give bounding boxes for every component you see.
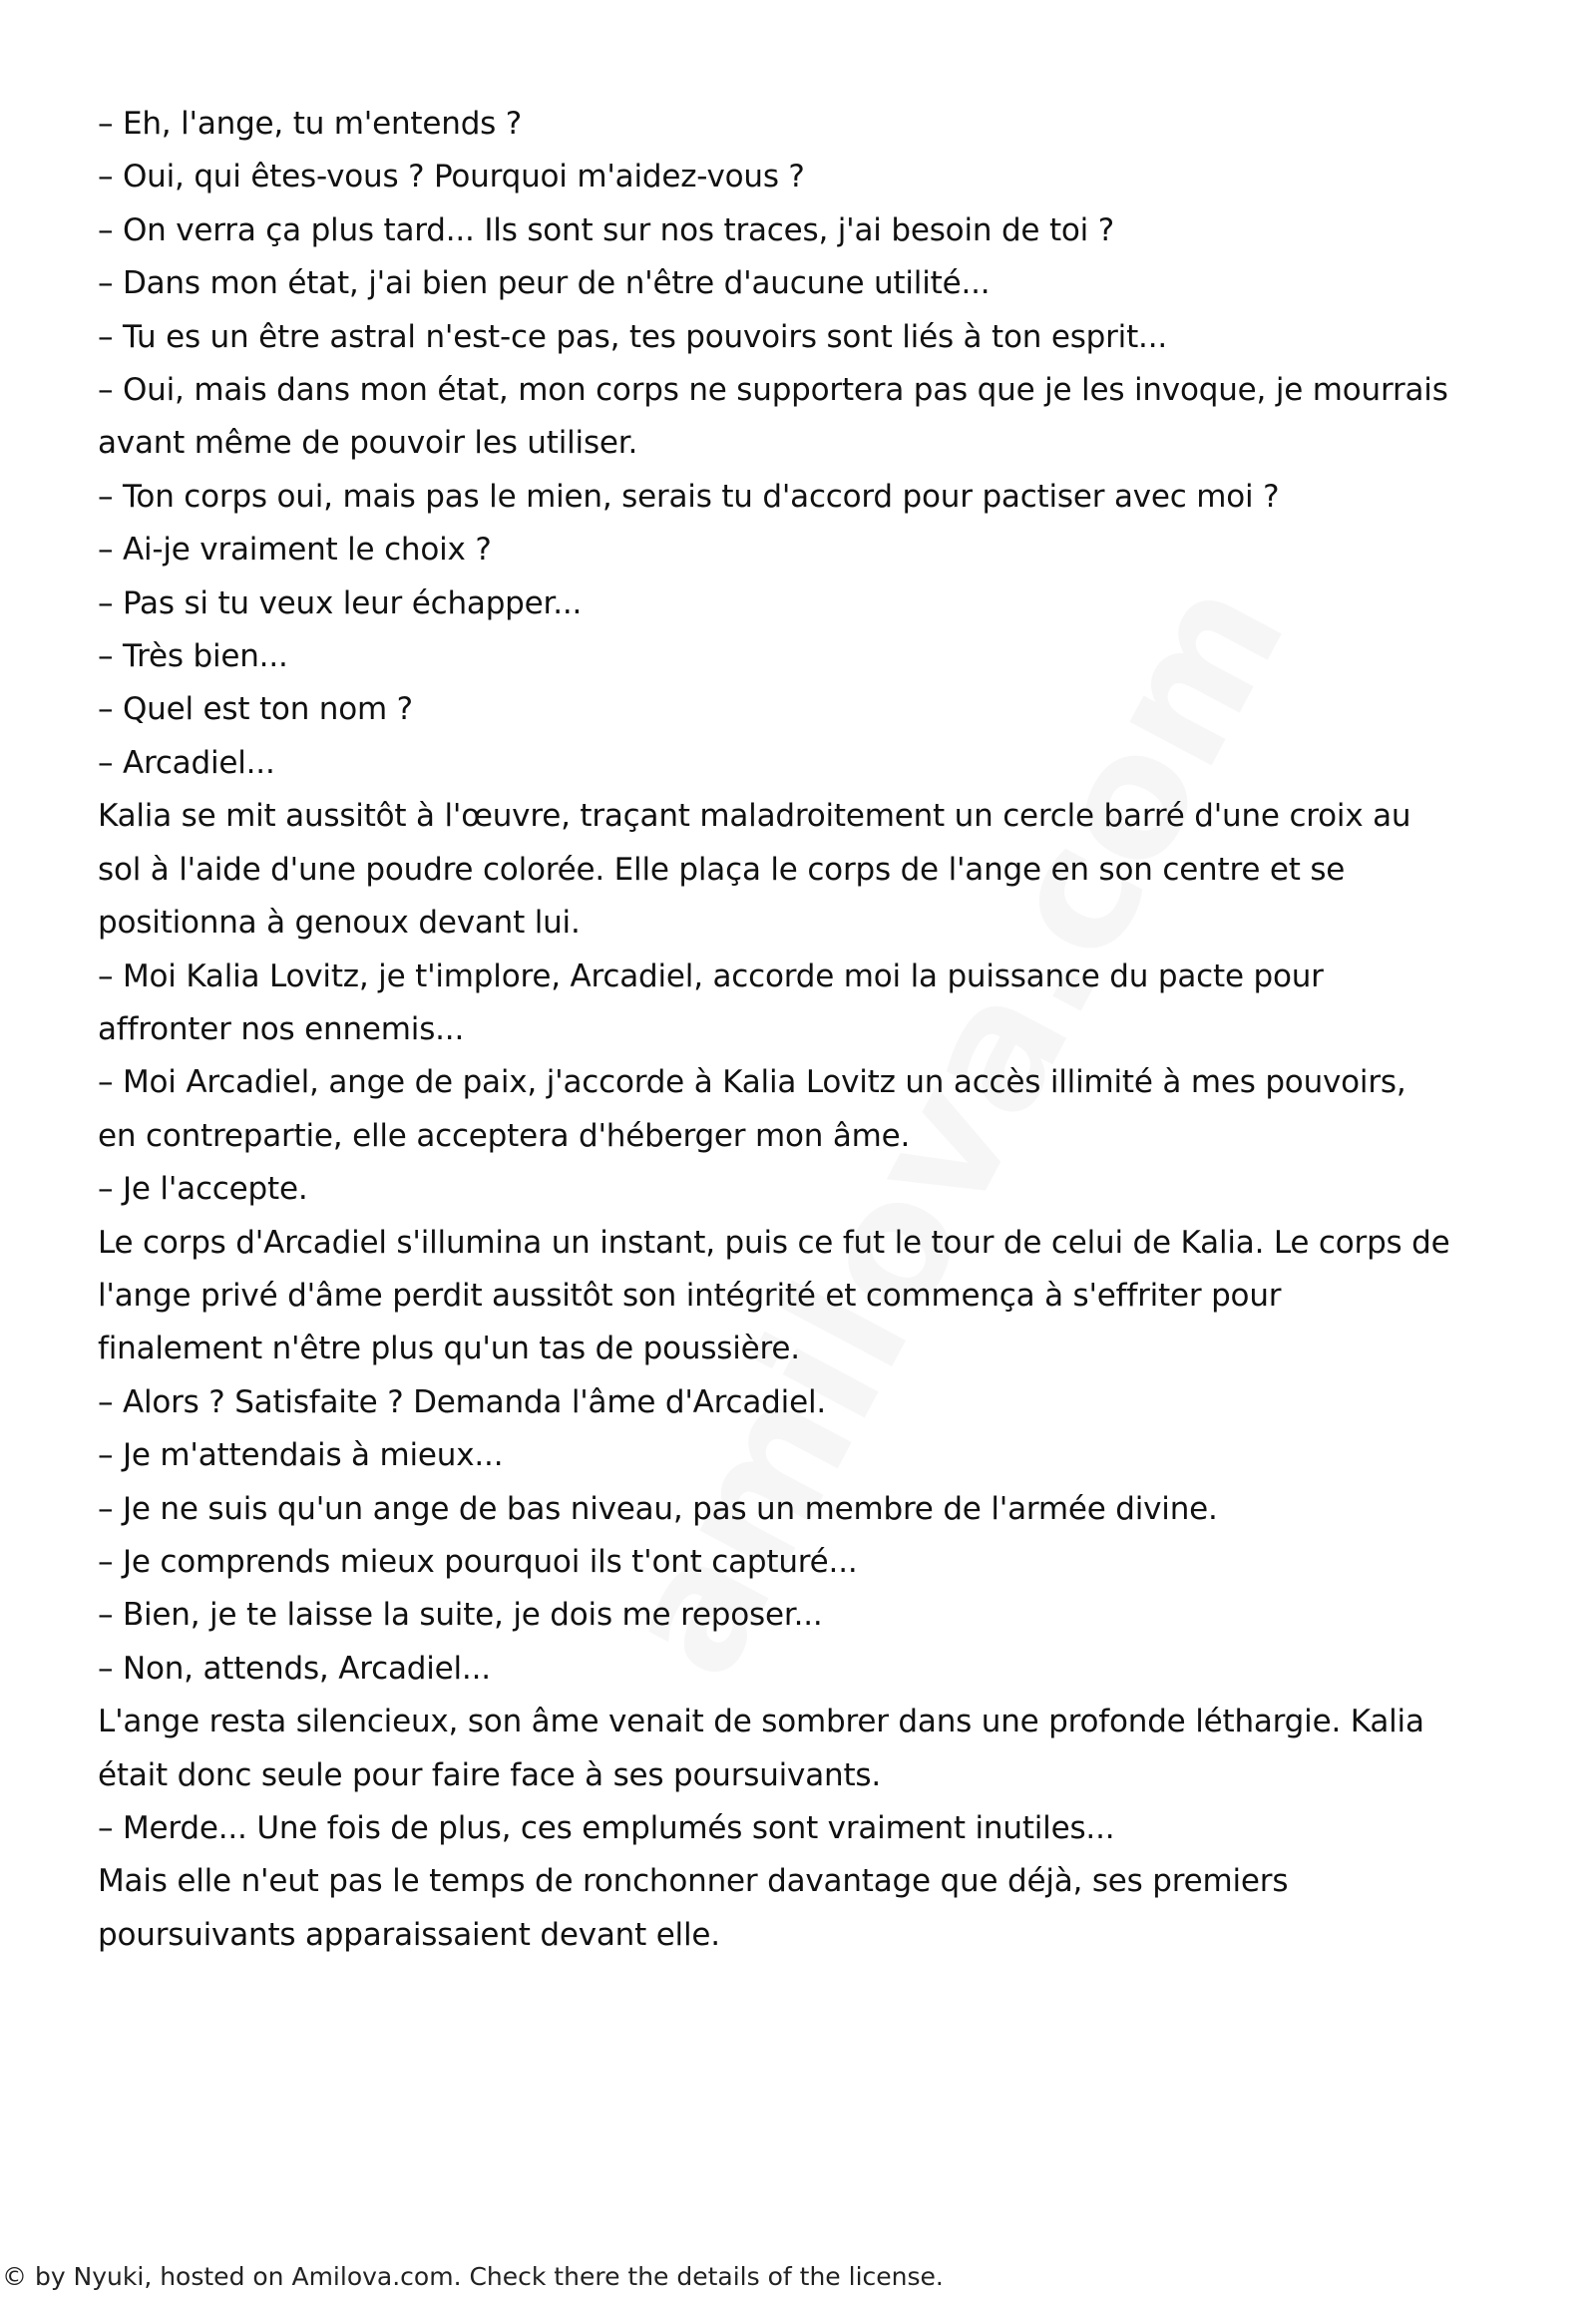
text-line: – Très bien... [98, 638, 288, 675]
text-line: positionna à genoux devant lui. [98, 905, 581, 942]
text-line: – Dans mon état, j'ai bien peur de n'être d'aucune utilité... [98, 265, 991, 302]
text-line: était donc seule pour faire face à ses poursuivants. [98, 1756, 882, 1793]
text-line: – Tu es un être astral n'est-ce pas, tes pouvoirs sont liés à ton esprit... [98, 318, 1167, 355]
text-line: – Eh, l'ange, tu m'entends ? [98, 106, 523, 142]
text-line: – Ai-je vraiment le choix ? [98, 532, 492, 569]
text-line: – On verra ça plus tard... Ils sont sur nos traces, j'ai besoin de toi ? [98, 211, 1114, 248]
text-line: – Je m'attendais à mieux... [98, 1437, 504, 1474]
text-line: l'ange privé d'âme perdit aussitôt son intégrité et commença à s'effriter pour [98, 1277, 1282, 1314]
license-footer: © by Nyuki, hosted on Amilova.com. Check there the details of the license. [2, 2262, 944, 2291]
text-line: – Bien, je te laisse la suite, je dois me reposer... [98, 1597, 823, 1634]
text-line: – Non, attends, Arcadiel... [98, 1650, 491, 1687]
text-line: – Moi Kalia Lovitz, je t'implore, Arcadiel, accorde moi la puissance du pacte pour [98, 958, 1324, 994]
text-line: – Quel est ton nom ? [98, 691, 413, 728]
text-line: Mais elle n'eut pas le temps de ronchonner davantage que déjà, ses premiers [98, 1863, 1289, 1900]
story-text [98, 98, 1534, 1962]
text-line: avant même de pouvoir les utiliser. [98, 425, 638, 462]
text-line: – Je comprends mieux pourquoi ils t'ont capturé... [98, 1543, 858, 1580]
text-line: – Oui, mais dans mon état, mon corps ne supportera pas que je les invoque, je mourrais [98, 372, 1448, 409]
text-line: en contrepartie, elle acceptera d'héberger mon âme. [98, 1117, 911, 1154]
text-line: – Moi Arcadiel, ange de paix, j'accorde à Kalia Lovitz un accès illimité à mes pouvoirs, [98, 1064, 1406, 1101]
text-line: – Merde... Une fois de plus, ces emplumés sont vraiment inutiles... [98, 1810, 1115, 1846]
text-line: affronter nos ennemis... [98, 1010, 465, 1047]
text-line: Le corps d'Arcadiel s'illumina un instant, puis ce fut le tour de celui de Kalia. Le corps de [98, 1224, 1450, 1261]
text-line: – Alors ? Satisfaite ? Demanda l'âme d'Arcadiel. [98, 1383, 827, 1420]
text-line: Kalia se mit aussitôt à l'œuvre, traçant maladroitement un cercle barré d'une croix au [98, 798, 1411, 835]
text-line: finalement n'être plus qu'un tas de poussière. [98, 1331, 800, 1367]
text-line: – Pas si tu veux leur échapper... [98, 584, 583, 621]
text-line: – Je ne suis qu'un ange de bas niveau, pas un membre de l'armée divine. [98, 1490, 1218, 1527]
text-line: L'ange resta silencieux, son âme venait de sombrer dans une profonde léthargie. Kalia [98, 1704, 1424, 1740]
text-line: sol à l'aide d'une poudre colorée. Elle plaça le corps de l'ange en son centre et se [98, 851, 1346, 888]
text-line: – Arcadiel... [98, 744, 275, 781]
text-line: – Je l'accepte. [98, 1171, 308, 1208]
text-line: – Oui, qui êtes-vous ? Pourquoi m'aidez-vous ? [98, 159, 805, 195]
text-line: poursuivants apparaissaient devant elle. [98, 1916, 720, 1953]
text-line: – Ton corps oui, mais pas le mien, serais tu d'accord pour pactiser avec moi ? [98, 478, 1280, 515]
